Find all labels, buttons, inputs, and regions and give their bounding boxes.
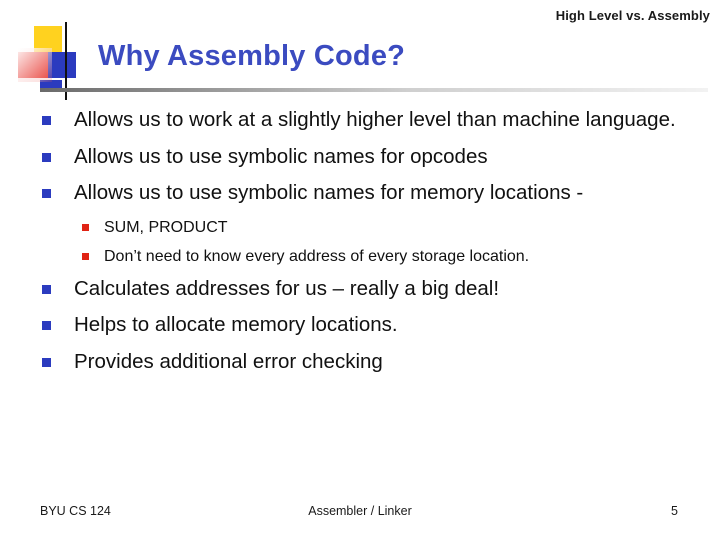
list-item — [34, 313, 694, 338]
list-item — [34, 277, 694, 302]
bullet-marker-icon — [42, 321, 51, 330]
bullet-marker-icon — [42, 153, 51, 162]
list-item-text: Allows us to use symbolic names for memory locations - — [74, 181, 584, 205]
page-title: Why Assembly Code? — [98, 40, 406, 72]
list-item-text: Calculates addresses for us – really a big deal! — [74, 276, 500, 300]
list-item-text: Allows us to work at a slightly higher level than machine language. — [74, 108, 676, 131]
bullet-marker-icon — [42, 116, 51, 125]
list-item — [74, 247, 694, 267]
list-item — [74, 218, 694, 238]
list-item-text: Allows us to use symbolic names for opcodes — [74, 144, 488, 168]
slide-header-note: High Level vs. Assembly — [555, 8, 710, 23]
list-item — [34, 181, 694, 206]
logo-gradient-overlay — [18, 48, 52, 82]
list-item-text: Don’t need to know every address of every storage location. — [104, 248, 530, 266]
bullet-marker-icon — [42, 358, 51, 367]
list-item — [34, 145, 694, 170]
logo-blue-square — [48, 52, 76, 78]
footer-course-label: BYU CS 124 — [40, 504, 111, 518]
bullet-list — [34, 108, 694, 387]
list-item — [34, 350, 694, 375]
bullet-marker-icon — [42, 285, 51, 294]
title-divider — [40, 88, 708, 92]
list-item-text: Helps to allocate memory locations. — [74, 313, 398, 337]
footer-page-number: 5 — [671, 504, 678, 518]
footer-topic-label: Assembler / Linker — [308, 504, 412, 518]
sub-bullet-marker-icon — [82, 224, 89, 231]
sub-bullet-marker-icon — [82, 253, 89, 260]
list-item-text: SUM, PRODUCT — [104, 218, 228, 236]
bullet-marker-icon — [42, 189, 51, 198]
slide-footer — [0, 504, 720, 522]
list-item — [34, 108, 694, 133]
list-item-text: Provides additional error checking — [74, 350, 383, 373]
